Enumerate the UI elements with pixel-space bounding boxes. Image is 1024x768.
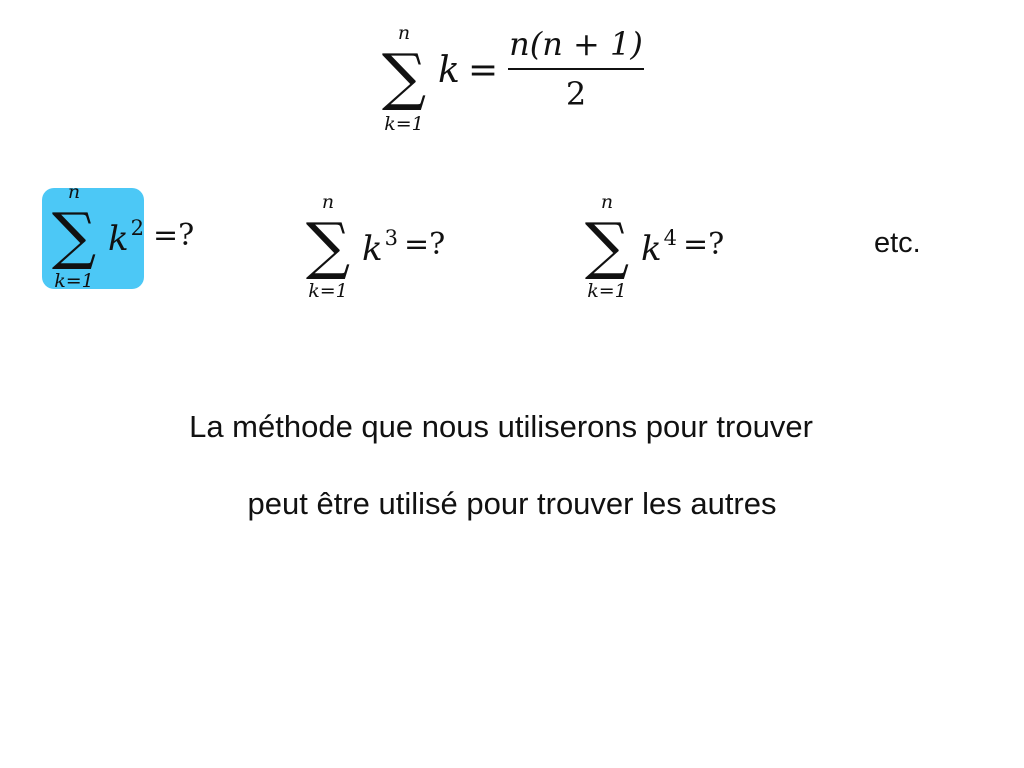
fraction — [508, 25, 644, 113]
sum-lower-limit: k=1 — [587, 280, 627, 302]
sum-lower-limit: k=1 — [384, 113, 424, 135]
summation-k4 — [583, 193, 631, 301]
etc-label: etc. — [874, 227, 921, 259]
equals-question: =? — [683, 227, 725, 262]
sum-term — [641, 226, 677, 269]
term-base: k — [362, 229, 383, 269]
sigma-symbol: ∑ — [305, 209, 351, 282]
sum-upper-limit: n — [397, 22, 411, 44]
sum-upper-limit: n — [67, 181, 81, 203]
term-base: k — [641, 229, 662, 269]
summation-k2 — [50, 183, 98, 291]
term-exponent: 2 — [130, 216, 144, 240]
term-exponent: 3 — [384, 226, 398, 250]
equals-sign: = — [468, 50, 499, 91]
summation-k3 — [304, 193, 352, 301]
sigma-symbol: ∑ — [381, 40, 427, 113]
term-exponent: 4 — [663, 226, 677, 250]
text-line-1: La méthode que nous utiliserons pour trouver — [189, 409, 813, 444]
sum-lower-limit: k=1 — [54, 270, 94, 292]
sum-lower-limit: k=1 — [308, 280, 348, 302]
equals-question: =? — [404, 227, 446, 262]
sum-term — [362, 226, 398, 269]
sum-upper-limit: n — [321, 191, 335, 213]
sum-upper-limit: n — [600, 191, 614, 213]
fraction-numerator: n(n + 1) — [509, 25, 643, 63]
summation-top — [380, 24, 428, 134]
text-line-2: peut être utilisé pour trouver les autres — [247, 486, 777, 521]
sigma-symbol: ∑ — [584, 209, 630, 282]
sum-term — [108, 216, 144, 259]
fraction-bar — [508, 68, 644, 70]
sum-term: k — [438, 50, 460, 91]
equals-question: =? — [153, 218, 195, 253]
sigma-symbol: ∑ — [51, 199, 97, 272]
fraction-denominator: 2 — [565, 74, 587, 113]
term-base: k — [108, 219, 129, 259]
